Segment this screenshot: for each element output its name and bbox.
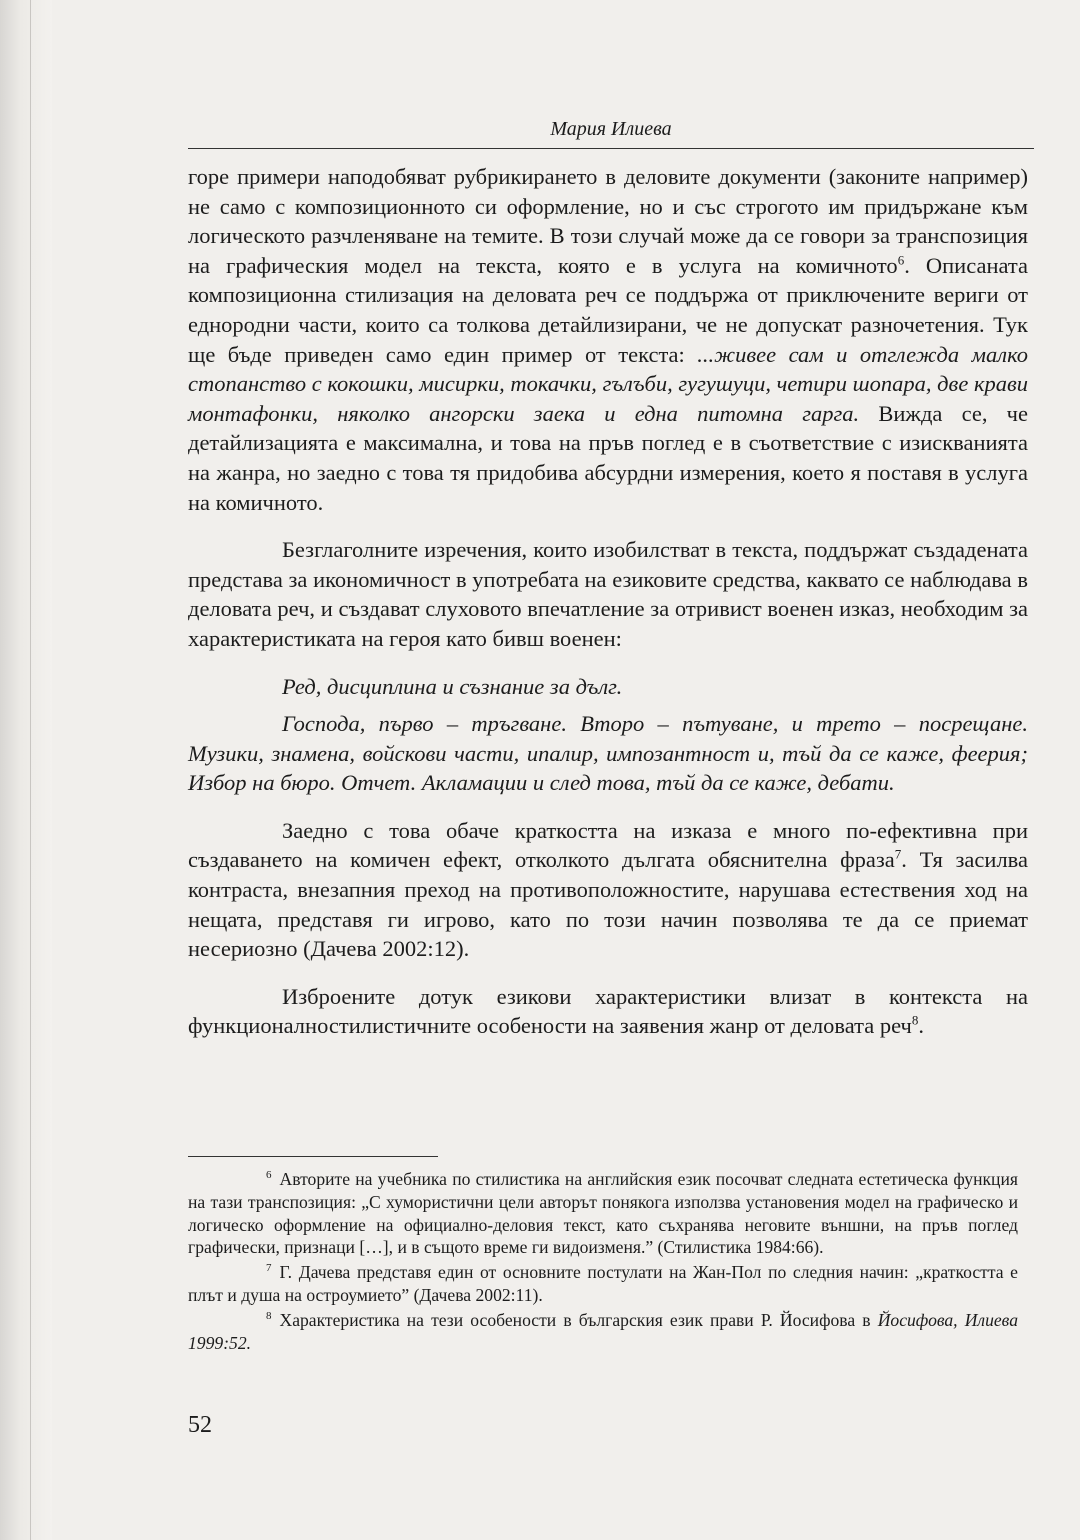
paragraph-4: Изброените дотук езикови характеристики влизат в контекста на функционалностилистичните особености на заявения жанр от деловата реч$^8$.: [188, 983, 1028, 1039]
page-number: 52: [188, 1412, 212, 1438]
footnote-ref-6[interactable]: 6: [897, 252, 905, 268]
quote-2: Господа, първо – тръгване. Второ – пътуване, и трето – посрещане. Музики, знамена, войскови части, ипалир, импозантност и, тъй да се каже, феерия; Избор на бюро. Отчет. Акламации и след това, тъй да се каже, дебати.: [188, 711, 1028, 796]
main-text: [188, 162, 1028, 1041]
footnote-ref-8[interactable]: 8: [911, 1012, 919, 1028]
running-header: [188, 118, 1034, 149]
footnote-6: $^6$ Авторите на учебника по стилистика на английския език посочват следната естетическа функция на тази транспозиция: „С хумористични цели авторът понякога използва установения модел на графическо и логическо оформление на официално-деловия текст, като съхранява неговите външни, на пръв поглед графически, признаци […], и в същото време ги видоизменя.” (Стилистика 1984:66).: [188, 1169, 1018, 1258]
footnotes: [188, 1168, 1018, 1354]
footnote-7: $^7$ Г. Дачева представя един от основните постулати на Жан-Пол по следния начин: „краткостта е плът и душа на остроумието” (Дачева 2002:11).: [188, 1262, 1018, 1305]
inline-quote: ...живее сам и отглежда малко стопанство с кокошки, мисирки, токачки, гълъби, гугушуци, четири шопара, две крави монтафонки, няколко ангорски заека и една питомна гарга.: [188, 341, 1028, 426]
footnote-ref-7[interactable]: 7: [894, 846, 902, 862]
footnote-8: $^8$ Характеристика на тези особености в българския език прави Р. Йосифова в Йосифова, Илиева 1999:52.: [188, 1309, 1018, 1353]
paragraph-2: Безглаголните изречения, които изобилстват в текста, поддържат създадената представа за икономичност в употребата на езиковите средства, каквато се наблюдава в деловата реч, и създават слуховото впечатление за отривист военен изказ, необходим за характеристиката на героя като бивш военен:: [188, 537, 1028, 651]
footnote-divider: [188, 1156, 438, 1157]
paragraph-1: горе примери наподобяват рубрикирането в деловите документи (законите например) не само с композиционното си оформление, но и със строгото им придържане към логическото разчленяване на темите. В този случай може да се говори за транспозиция на графическия модел на текста, която е в услуга на комичното$^6$. Описаната композиционна стилизация на деловата реч се поддържа от приключените вериги от еднородни части, които са толкова детайлизирани, че не допускат разночетения. Тук ще бъде приведен само един пример от текста: ...живее сам и отглежда малко стопанство с кокошки, мисирки, токачки, гълъби, гугушуци, четири шопара, две крави монтафонки, няколко ангорски заека и една питомна гарга. Вижда се, че детайлизацията е максимална, и това на пръв поглед е в съответствие с изискванията на жанра, но заедно с това тя придобива абсурдни измерения, което я поставя в услуга на комичното.: [188, 164, 1028, 515]
page-edge: [0, 0, 52, 1540]
header-author: Мария Илиева: [550, 118, 672, 140]
paragraph-3: Заедно с това обаче краткостта на изказа е много по-ефективна при създаването на комичен ефект, отколкото дългата обяснителна фраза$^7$. Тя засилва контраста, внезапния преход на противоположностите, нарушава естествения ход на нещата, представя ги игрово, като по този начин позволява те да се приемат несериозно (Дачева 2002:12).: [188, 817, 1028, 962]
quote-1: Ред, дисциплина и съзнание за дълг.: [282, 673, 623, 699]
